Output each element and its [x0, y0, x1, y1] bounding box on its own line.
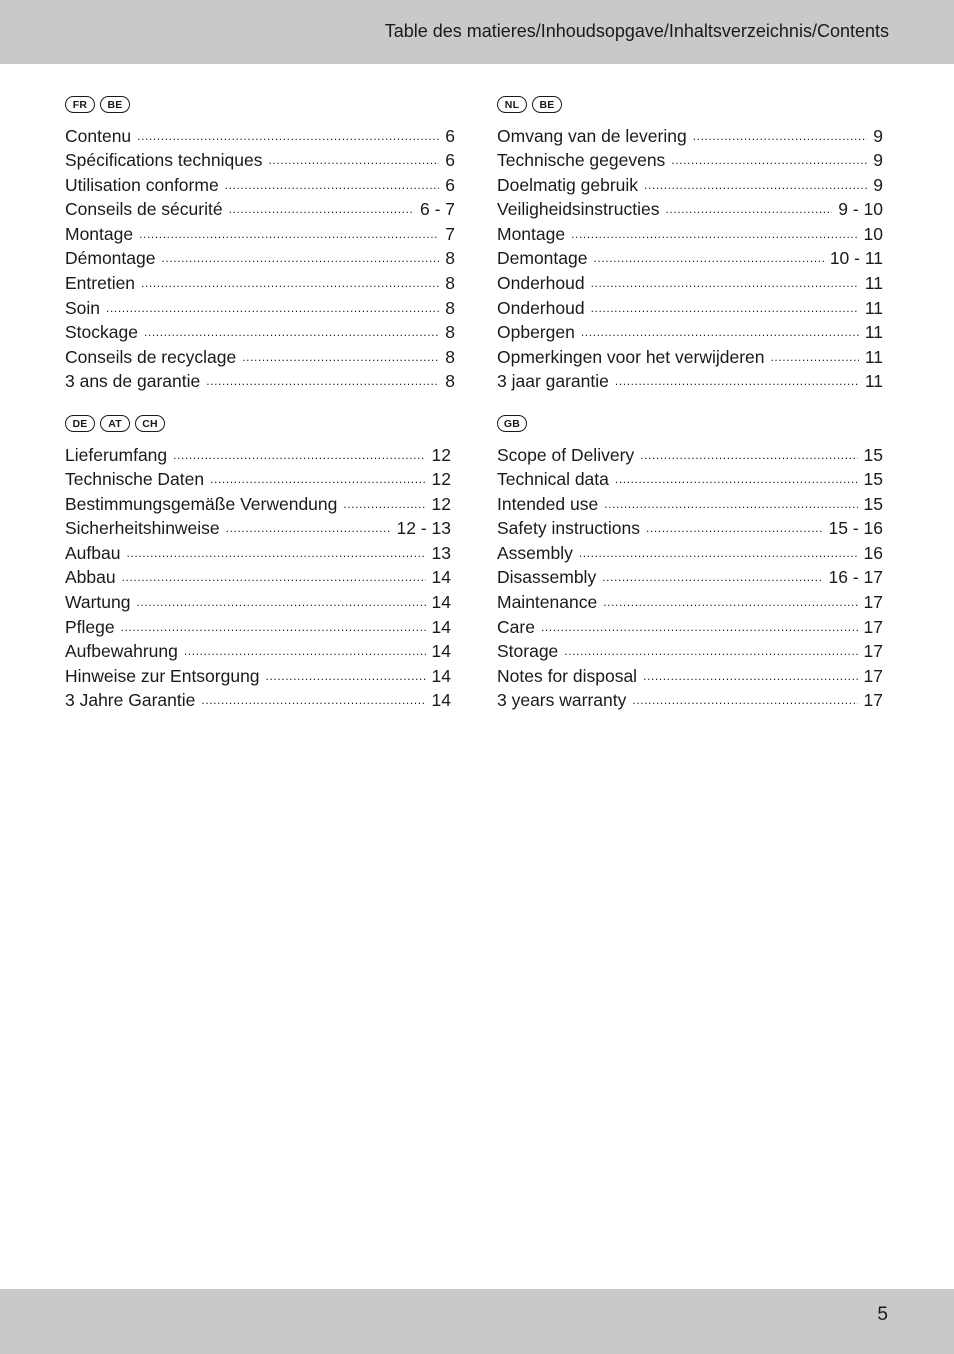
toc-entry: [65, 247, 455, 272]
country-code-badge: BE: [100, 96, 130, 113]
toc-entry-page: 9: [873, 125, 883, 146]
dot-leader: [139, 222, 439, 240]
toc-entry-page: 12: [431, 493, 451, 514]
toc-entry-page: 12: [431, 469, 451, 490]
toc-section-nl: [497, 96, 883, 395]
country-code-badge: GB: [497, 415, 527, 432]
footer-bar: [0, 1289, 954, 1354]
toc-section-fr: [65, 96, 455, 395]
toc-entry-page: 8: [445, 297, 455, 318]
country-flags: [65, 415, 451, 435]
toc-entry-label: Conseils de sécurité: [65, 199, 223, 220]
toc-entry: [497, 517, 883, 542]
dot-leader: [343, 492, 425, 510]
toc-entry-label: Démontage: [65, 248, 156, 269]
toc-entry: [497, 173, 883, 198]
dot-leader: [644, 173, 867, 191]
country-code-badge: BE: [532, 96, 562, 113]
toc-entry-page: 10 - 11: [829, 248, 883, 269]
toc-entry-page: 17: [863, 690, 883, 711]
dot-leader: [121, 615, 426, 633]
toc-entry-label: Abbau: [65, 567, 116, 588]
dot-leader: [122, 566, 426, 584]
toc-entry-page: 12 - 13: [396, 518, 451, 539]
toc-entry: [497, 541, 883, 566]
toc-entry-label: Scope of Delivery: [497, 444, 635, 465]
toc-entry: [65, 517, 451, 542]
toc-entry: [497, 296, 883, 321]
toc-entry-page: 16: [863, 542, 883, 563]
dot-leader: [144, 321, 439, 339]
dot-leader: [603, 591, 857, 609]
toc-entry-label: 3 jaar garantie: [497, 371, 609, 392]
toc-entry: [497, 640, 883, 665]
dot-leader: [602, 566, 822, 584]
toc-entry-page: 15 - 16: [828, 518, 883, 539]
toc-entry-page: 14: [431, 592, 451, 613]
toc-entry-label: Onderhoud: [497, 273, 585, 294]
country-code-badge: NL: [497, 96, 527, 113]
toc-entry: [497, 664, 883, 689]
toc-entry-label: Hinweise zur Entsorgung: [65, 665, 260, 686]
toc-entry-label: Entretien: [65, 273, 136, 294]
toc-entry: [65, 370, 455, 395]
toc-entry-label: Soin: [65, 297, 101, 318]
toc-entry-page: 8: [445, 273, 455, 294]
toc-entry: [65, 492, 451, 517]
dot-leader: [771, 345, 859, 363]
dot-leader: [225, 173, 440, 191]
toc-entry-label: Lieferumfang: [65, 444, 168, 465]
toc-entry: [497, 492, 883, 517]
toc-entry: [65, 615, 451, 640]
dot-leader: [242, 345, 439, 363]
country-code-badge: DE: [65, 415, 95, 432]
dot-leader: [268, 149, 439, 167]
toc-entry-page: 8: [445, 346, 455, 367]
toc-entry-page: 17: [863, 641, 883, 662]
toc-entry-page: 15: [863, 469, 883, 490]
toc-entry-page: 6 - 7: [419, 199, 455, 220]
dot-leader: [615, 468, 858, 486]
dot-leader: [266, 664, 426, 682]
dot-leader: [126, 541, 425, 559]
dot-leader: [141, 272, 439, 290]
toc-entry: [65, 272, 455, 297]
toc-entry: [497, 443, 883, 468]
toc-entry-label: Technische Daten: [65, 469, 205, 490]
toc-entry-label: Conseils de recyclage: [65, 346, 237, 367]
dot-leader: [591, 296, 859, 314]
toc-entry-label: Wartung: [65, 592, 131, 613]
toc-entry: [65, 689, 451, 714]
dot-leader: [591, 272, 859, 290]
toc-entry: [65, 222, 455, 247]
page-number: 5: [877, 1304, 888, 1325]
toc-entry: [497, 566, 883, 591]
dot-leader: [593, 247, 823, 265]
dot-leader: [210, 468, 425, 486]
toc-entry-page: 10: [863, 223, 883, 244]
toc-entry-page: 14: [431, 616, 451, 637]
toc-entry-label: Safety instructions: [497, 518, 640, 539]
toc-entry-label: Assembly: [497, 542, 573, 563]
toc-entry-label: Maintenance: [497, 592, 598, 613]
toc-entry-label: Utilisation conforme: [65, 174, 219, 195]
toc-entry-label: Aufbau: [65, 542, 121, 563]
toc-entry: [497, 370, 883, 395]
header-bar: [0, 0, 954, 64]
toc-entry-page: 15: [863, 444, 883, 465]
country-code-badge: AT: [100, 415, 130, 432]
toc-entry-label: 3 years warranty: [497, 690, 627, 711]
dot-leader: [541, 615, 858, 633]
toc-entry: [497, 345, 883, 370]
toc-entry-label: Disassembly: [497, 567, 597, 588]
toc-entry-label: Care: [497, 616, 535, 637]
toc-entry-page: 14: [431, 567, 451, 588]
toc-entry: [65, 345, 455, 370]
toc-entry: [497, 222, 883, 247]
toc-entry: [65, 566, 451, 591]
toc-entry-label: Storage: [497, 641, 559, 662]
toc-entry-label: Opmerkingen voor het verwijderen: [497, 346, 765, 367]
toc-entry: [65, 198, 455, 223]
dot-leader: [643, 664, 857, 682]
toc-entry-label: Pflege: [65, 616, 115, 637]
toc-entry: [65, 591, 451, 616]
toc-entry: [497, 689, 883, 714]
toc-entry-page: 8: [445, 322, 455, 343]
dot-leader: [229, 198, 414, 216]
toc-entry-page: 17: [863, 592, 883, 613]
dot-leader: [671, 149, 867, 167]
toc-entry-page: 11: [864, 322, 883, 343]
toc-entry-label: Notes for disposal: [497, 665, 638, 686]
toc-entry-page: 13: [431, 542, 451, 563]
toc-entry-page: 12: [431, 444, 451, 465]
toc-entry-page: 14: [431, 665, 451, 686]
dot-leader: [579, 541, 858, 559]
toc-entry-page: 11: [864, 297, 883, 318]
toc-entry-page: 14: [431, 690, 451, 711]
toc-entry-label: 3 ans de garantie: [65, 371, 201, 392]
toc-entry-page: 6: [445, 125, 455, 146]
toc-entry-page: 16 - 17: [828, 567, 883, 588]
toc-entry-label: Veiligheidsinstructies: [497, 199, 660, 220]
toc-entry-page: 11: [864, 371, 883, 392]
toc-entry-page: 11: [864, 346, 883, 367]
dot-leader: [665, 198, 832, 216]
toc-entry: [65, 321, 455, 346]
toc-entry-label: Contenu: [65, 125, 132, 146]
dot-leader: [137, 124, 439, 142]
toc-entry-page: 17: [863, 665, 883, 686]
toc-entry-label: Demontage: [497, 248, 588, 269]
dot-leader: [693, 124, 868, 142]
toc-entry-label: Montage: [497, 223, 566, 244]
toc-entry-label: Spécifications techniques: [65, 150, 263, 171]
country-flags: [497, 415, 883, 435]
toc-entry-page: 11: [864, 273, 883, 294]
dot-leader: [632, 689, 857, 707]
dot-leader: [571, 222, 857, 240]
country-flags: [65, 96, 455, 116]
toc-entry: [65, 443, 451, 468]
toc-entry-label: Opbergen: [497, 322, 575, 343]
toc-entry: [65, 640, 451, 665]
toc-entry-label: Doelmatig gebruik: [497, 174, 639, 195]
dot-leader: [564, 640, 857, 658]
toc-entry: [65, 173, 455, 198]
toc-entry-label: Aufbewahrung: [65, 641, 178, 662]
toc-entry-page: 6: [445, 174, 455, 195]
toc-entry-label: Technische gegevens: [497, 150, 666, 171]
dot-leader: [604, 492, 857, 510]
toc-entry: [65, 541, 451, 566]
dot-leader: [581, 321, 859, 339]
toc-entry-label: Omvang van de levering: [497, 125, 687, 146]
toc-entry: [497, 124, 883, 149]
toc-entry: [65, 124, 455, 149]
toc-entry-page: 9: [873, 174, 883, 195]
dot-leader: [173, 443, 425, 461]
toc-entry-page: 17: [863, 616, 883, 637]
page-title: Table des matieres/Inhoudsopgave/Inhaltsverzeichnis/Contents: [384, 21, 889, 41]
country-code-badge: CH: [135, 415, 165, 432]
toc-entry-label: 3 Jahre Garantie: [65, 690, 196, 711]
dot-leader: [161, 247, 439, 265]
dot-leader: [640, 443, 857, 461]
dot-leader: [615, 370, 859, 388]
dot-leader: [206, 370, 439, 388]
toc-entry: [497, 615, 883, 640]
toc-entry: [497, 198, 883, 223]
toc-entry: [65, 296, 455, 321]
toc-entry-label: Onderhoud: [497, 297, 585, 318]
toc-entry: [497, 591, 883, 616]
dot-leader: [106, 296, 439, 314]
toc-entry: [497, 272, 883, 297]
toc-entry-page: 9: [873, 150, 883, 171]
toc-entry-label: Bestimmungsgemäße Verwendung: [65, 493, 338, 514]
toc-section-de: [65, 415, 451, 714]
toc-entry: [65, 468, 451, 493]
toc-entry-label: Intended use: [497, 493, 599, 514]
toc-entry: [65, 664, 451, 689]
dot-leader: [184, 640, 426, 658]
toc-entry-label: Montage: [65, 223, 134, 244]
country-code-badge: FR: [65, 96, 95, 113]
toc-entry-label: Sicherheitshinweise: [65, 518, 220, 539]
toc-entry: [497, 468, 883, 493]
toc-entry-page: 6: [445, 150, 455, 171]
toc-entry-page: 7: [445, 223, 455, 244]
toc-entry-label: Technical data: [497, 469, 609, 490]
toc-entry-page: 14: [431, 641, 451, 662]
toc-entry: [497, 247, 883, 272]
dot-leader: [226, 517, 391, 535]
toc-entry-page: 8: [445, 371, 455, 392]
toc-entry: [65, 149, 455, 174]
toc-entry-page: 8: [445, 248, 455, 269]
dot-leader: [201, 689, 425, 707]
country-flags: [497, 96, 883, 116]
toc-entry: [497, 321, 883, 346]
toc-entry-label: Stockage: [65, 322, 138, 343]
toc-entry: [497, 149, 883, 174]
dot-leader: [646, 517, 823, 535]
dot-leader: [137, 591, 426, 609]
toc-entry-page: 9 - 10: [838, 199, 883, 220]
toc-section-gb: [497, 415, 883, 714]
toc-entry-page: 15: [863, 493, 883, 514]
